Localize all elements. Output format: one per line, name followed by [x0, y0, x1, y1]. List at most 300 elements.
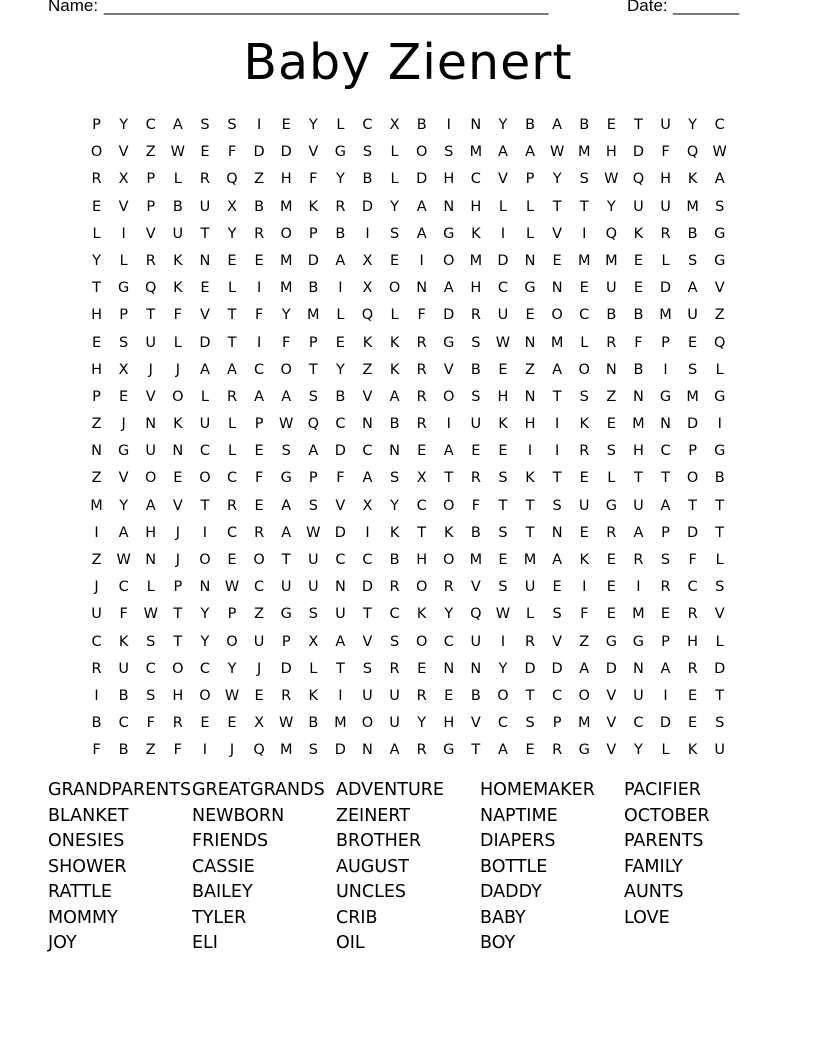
grid-letter: L: [173, 171, 182, 188]
grid-letter: A: [443, 443, 454, 460]
grid-letter: H: [660, 171, 671, 188]
grid-letter: W: [279, 416, 294, 433]
grid-letter: Y: [444, 606, 454, 623]
grid-letter: V: [714, 606, 725, 623]
grid-letter: T: [471, 742, 481, 759]
grid-letter: U: [633, 687, 644, 704]
grid-letter: Z: [91, 416, 102, 433]
grid-letter: F: [173, 742, 182, 759]
word-list-item: BLANKET: [48, 805, 129, 826]
grid-letter: Q: [307, 416, 319, 433]
grid-letter: F: [661, 144, 670, 161]
grid-letter: V: [552, 633, 563, 650]
grid-letter: S: [308, 388, 318, 405]
grid-letter: B: [470, 687, 481, 704]
grid-letter: A: [660, 660, 671, 677]
grid-letter: L: [715, 633, 724, 650]
grid-letter: R: [226, 497, 238, 514]
grid-letter: D: [334, 524, 346, 541]
grid-letter: O: [443, 497, 455, 514]
grid-letter: C: [199, 660, 210, 677]
grid-letter: G: [659, 388, 672, 405]
grid-letter: B: [118, 742, 129, 759]
word-list-item: OIL: [336, 933, 365, 953]
grid-letter: H: [524, 416, 536, 433]
grid-letter: A: [579, 660, 590, 677]
grid-letter: O: [415, 144, 428, 161]
word-list-item: JOY: [48, 933, 77, 953]
grid-letter: U: [389, 715, 400, 732]
grid-letter: U: [362, 687, 373, 704]
word-list-item: GRANDPARENTS: [48, 780, 192, 800]
grid-letter: D: [443, 307, 455, 324]
grid-letter: I: [338, 280, 343, 297]
grid-letter: C: [118, 579, 129, 596]
grid-letter: Y: [119, 117, 129, 133]
grid-letter: T: [633, 117, 643, 133]
grid-letter: M: [469, 552, 483, 568]
grid-letter: D: [714, 660, 726, 677]
grid-letter: I: [555, 443, 560, 460]
grid-letter: F: [336, 470, 345, 487]
grid-letter: E: [579, 280, 589, 297]
grid-letter: C: [633, 715, 644, 732]
grid-letter: D: [632, 144, 644, 161]
word-list-item: MOMMY: [48, 907, 118, 928]
word-list-item: ELI: [192, 933, 218, 953]
grid-letter: I: [717, 416, 722, 433]
word-list-item: AUNTS: [624, 882, 684, 902]
grid-letter: Y: [227, 225, 237, 242]
grid-letter: I: [446, 117, 451, 133]
grid-letter: E: [688, 715, 698, 732]
grid-letter: C: [118, 715, 129, 732]
grid-letter: I: [555, 416, 560, 433]
grid-letter: N: [524, 334, 536, 351]
grid-letter: L: [715, 361, 724, 378]
grid-letter: U: [145, 334, 157, 351]
grid-letter: L: [607, 470, 616, 487]
grid-letter: A: [497, 742, 508, 759]
grid-letter: O: [280, 361, 292, 378]
grid-letter: T: [281, 552, 291, 568]
grid-letter: Z: [579, 633, 590, 650]
grid-letter: R: [687, 606, 698, 623]
grid-letter: L: [92, 225, 101, 242]
grid-letter: B: [633, 361, 644, 378]
grid-letter: U: [470, 633, 482, 650]
grid-letter: A: [145, 497, 156, 514]
grid-letter: G: [605, 633, 617, 650]
grid-letter: A: [552, 361, 563, 378]
grid-letter: J: [175, 552, 180, 568]
grid-letter: M: [307, 307, 320, 324]
grid-letter: Y: [92, 252, 101, 269]
grid-letter: F: [417, 307, 426, 324]
word-list-item: BROTHER: [336, 831, 422, 851]
grid-letter: T: [715, 687, 725, 704]
grid-letter: B: [172, 198, 183, 215]
grid-letter: O: [199, 470, 211, 487]
grid-letter: C: [91, 633, 102, 650]
grid-letter: R: [416, 416, 427, 433]
grid-letter: M: [605, 252, 618, 269]
grid-letter: B: [470, 524, 481, 541]
grid-letter: R: [389, 579, 400, 596]
grid-letter: D: [280, 660, 292, 677]
grid-letter: I: [365, 225, 370, 242]
grid-letter: C: [226, 470, 238, 487]
grid-letter: T: [661, 470, 670, 487]
grid-letter: O: [388, 280, 401, 297]
grid-letter: A: [687, 280, 698, 297]
grid-letter: A: [335, 252, 346, 269]
grid-letter: D: [334, 443, 346, 460]
grid-letter: O: [172, 388, 184, 405]
grid-letter: W: [549, 144, 565, 161]
grid-letter: P: [146, 171, 156, 188]
word-list-item: DADDY: [480, 882, 542, 902]
grid-letter: C: [714, 117, 725, 133]
grid-letter: P: [308, 334, 318, 351]
grid-letter: I: [582, 225, 587, 242]
grid-letter: N: [199, 252, 211, 269]
grid-letter: H: [470, 198, 482, 215]
grid-letter: O: [145, 470, 157, 487]
grid-letter: A: [254, 388, 265, 405]
grid-letter: P: [119, 307, 129, 324]
grid-letter: I: [636, 579, 641, 596]
grid-letter: U: [199, 416, 211, 433]
grid-letter: A: [714, 171, 725, 188]
grid-letter: R: [281, 687, 292, 704]
grid-letter: R: [254, 225, 265, 242]
grid-letter: J: [175, 524, 180, 541]
grid-letter: V: [470, 715, 481, 732]
grid-letter: S: [579, 388, 589, 405]
grid-letter: T: [227, 307, 237, 324]
grid-letter: P: [525, 171, 535, 188]
grid-letter: G: [714, 252, 726, 269]
grid-letter: F: [580, 606, 589, 623]
word-list-item: CASSIE: [192, 856, 255, 877]
grid-letter: Q: [470, 606, 482, 623]
grid-letter: T: [444, 470, 454, 487]
grid-letter: T: [92, 280, 101, 297]
grid-letter: V: [335, 497, 346, 514]
grid-letter: G: [714, 443, 726, 460]
grid-letter: Y: [227, 660, 237, 677]
grid-letter: O: [686, 470, 699, 487]
grid-letter: K: [579, 552, 589, 568]
grid-letter: E: [525, 307, 535, 324]
grid-letter: S: [498, 579, 508, 596]
grid-letter: P: [146, 198, 156, 215]
grid-letter: U: [578, 497, 590, 514]
grid-letter: D: [524, 660, 536, 677]
grid-letter: L: [390, 171, 399, 188]
grid-letter: V: [362, 633, 373, 650]
grid-letter: B: [335, 388, 346, 405]
word-list-item: ADVENTURE: [336, 780, 444, 800]
grid-letter: K: [633, 225, 644, 242]
grid-letter: G: [524, 280, 536, 297]
grid-letter: J: [94, 579, 99, 596]
grid-letter: B: [633, 307, 644, 324]
grid-letter: K: [362, 334, 373, 351]
grid-letter: U: [660, 198, 671, 215]
grid-letter: A: [552, 117, 563, 133]
grid-letter: D: [497, 252, 509, 269]
grid-letter: E: [579, 524, 589, 541]
grid-letter: Y: [335, 361, 345, 378]
grid-letter: C: [362, 117, 373, 133]
grid-letter: Y: [498, 660, 508, 677]
grid-letter: T: [200, 225, 210, 242]
grid-letter: B: [91, 715, 102, 732]
grid-letter: N: [443, 198, 455, 215]
grid-letter: S: [525, 715, 535, 732]
word-list-item: DIAPERS: [480, 831, 556, 851]
grid-letter: R: [416, 388, 427, 405]
grid-letter: E: [200, 715, 210, 732]
grid-letter: O: [199, 552, 211, 568]
grid-letter: N: [389, 443, 400, 460]
grid-letter: H: [687, 633, 699, 650]
grid-letter: D: [361, 198, 374, 215]
grid-letter: I: [256, 117, 262, 133]
grid-letter: G: [632, 633, 645, 650]
grid-letter: S: [471, 334, 481, 351]
grid-letter: I: [202, 524, 208, 541]
grid-letter: E: [227, 715, 237, 732]
grid-letter: E: [254, 687, 264, 704]
grid-letter: I: [256, 280, 262, 297]
grid-letter: K: [579, 416, 589, 433]
grid-letter: T: [335, 660, 345, 677]
grid-letter: R: [416, 361, 427, 378]
grid-letter: C: [335, 552, 346, 568]
grid-letter: Q: [686, 144, 699, 161]
grid-letter: Z: [91, 470, 102, 487]
grid-letter: P: [552, 715, 562, 732]
grid-letter: V: [497, 171, 508, 188]
grid-letter: Y: [119, 497, 129, 514]
grid-letter: F: [173, 307, 182, 324]
grid-letter: K: [173, 252, 183, 269]
word-list-item: TYLER: [192, 907, 247, 928]
grid-letter: O: [361, 715, 374, 732]
grid-letter: F: [146, 715, 155, 732]
grid-letter: L: [661, 252, 670, 269]
word-list-item: BAILEY: [192, 882, 253, 902]
grid-letter: I: [94, 524, 99, 541]
grid-letter: N: [145, 552, 157, 568]
grid-letter: N: [145, 416, 157, 433]
grid-letter: U: [524, 579, 536, 596]
grid-letter: I: [500, 225, 506, 242]
grid-letter: K: [525, 470, 535, 487]
grid-letter: F: [254, 307, 264, 324]
grid-letter: A: [227, 361, 237, 378]
grid-letter: B: [525, 117, 536, 133]
grid-letter: R: [470, 307, 481, 324]
grid-letter: S: [146, 633, 156, 650]
grid-letter: E: [173, 470, 183, 487]
grid-letter: N: [443, 660, 455, 677]
grid-letter: T: [525, 497, 535, 514]
grid-letter: I: [500, 633, 506, 650]
grid-letter: P: [308, 225, 318, 242]
date-label: Date:: [627, 0, 668, 15]
grid-letter: M: [686, 198, 699, 215]
grid-letter: K: [389, 334, 400, 351]
grid-letter: F: [254, 470, 264, 487]
grid-letter: U: [280, 579, 292, 596]
grid-letter: M: [279, 198, 293, 215]
grid-letter: D: [199, 334, 211, 351]
grid-letter: Y: [633, 742, 643, 759]
word-list-item: LOVE: [624, 907, 670, 928]
grid-letter: O: [280, 225, 292, 242]
grid-letter: S: [660, 552, 671, 568]
word-list-item: AUGUST: [336, 856, 409, 877]
grid-letter: D: [307, 252, 319, 269]
grid-letter: S: [308, 742, 318, 759]
grid-letter: K: [471, 225, 481, 242]
grid-letter: A: [199, 361, 210, 378]
grid-letter: U: [470, 416, 482, 433]
grid-letter: E: [606, 606, 616, 623]
grid-letter: G: [443, 225, 455, 242]
grid-letter: L: [526, 225, 535, 242]
grid-letter: Y: [552, 171, 562, 188]
grid-letter: I: [202, 742, 208, 759]
grid-letter: T: [633, 470, 643, 487]
grid-letter: H: [443, 715, 455, 732]
grid-letter: Z: [145, 742, 156, 759]
grid-letter: O: [253, 552, 265, 568]
grid-letter: N: [605, 361, 617, 378]
grid-letter: V: [714, 280, 725, 297]
grid-letter: L: [715, 552, 724, 568]
grid-letter: L: [336, 117, 345, 133]
grid-letter: X: [308, 633, 319, 650]
grid-letter: M: [577, 715, 591, 732]
grid-letter: N: [524, 388, 536, 405]
grid-letter: I: [256, 334, 262, 351]
grid-letter: O: [551, 307, 563, 324]
grid-letter: V: [199, 307, 210, 324]
grid-letter: Q: [713, 334, 726, 351]
grid-letter: T: [715, 497, 725, 514]
grid-letter: X: [118, 361, 129, 378]
grid-letter: Z: [362, 361, 373, 378]
grid-letter: R: [443, 579, 454, 596]
grid-letter: M: [632, 416, 645, 433]
grid-letter: C: [497, 280, 509, 297]
grid-letter: C: [579, 307, 590, 324]
grid-letter: T: [552, 470, 562, 487]
grid-letter: U: [335, 606, 346, 623]
grid-letter: I: [419, 252, 424, 269]
grid-letter: B: [606, 307, 617, 324]
grid-letter: A: [308, 443, 319, 460]
grid-letter: S: [688, 361, 698, 378]
grid-letter: O: [172, 660, 184, 677]
grid-letter: C: [145, 117, 156, 133]
grid-letter: R: [254, 524, 265, 541]
grid-letter: O: [415, 633, 428, 650]
grid-letter: S: [308, 497, 318, 514]
grid-letter: J: [175, 361, 180, 378]
grid-letter: R: [606, 524, 617, 541]
grid-letter: L: [336, 307, 345, 324]
grid-letter: E: [633, 280, 643, 297]
word-list-item: CRIB: [336, 907, 378, 928]
grid-letter: E: [606, 552, 616, 568]
grid-letter: B: [389, 552, 400, 568]
grid-letter: E: [688, 687, 698, 704]
grid-letter: R: [416, 742, 427, 759]
grid-letter: G: [334, 144, 347, 161]
grid-letter: A: [389, 742, 400, 759]
grid-letter: L: [526, 198, 535, 215]
grid-letter: B: [470, 361, 481, 378]
grid-letter: W: [143, 606, 158, 623]
grid-letter: N: [524, 252, 536, 269]
grid-letter: A: [172, 117, 183, 133]
grid-letter: K: [498, 416, 508, 433]
grid-letter: A: [497, 144, 508, 161]
grid-letter: R: [660, 579, 671, 596]
grid-letter: I: [365, 524, 370, 541]
word-list: [48, 778, 768, 957]
grid-letter: M: [279, 252, 293, 269]
grid-letter: M: [686, 388, 699, 405]
grid-letter: E: [91, 198, 102, 215]
grid-letter: N: [172, 443, 184, 460]
grid-letter: E: [498, 443, 508, 460]
grid-letter: E: [335, 334, 345, 351]
grid-letter: A: [552, 552, 563, 568]
grid-letter: E: [498, 552, 508, 568]
grid-letter: U: [172, 225, 184, 242]
grid-letter: U: [497, 307, 509, 324]
grid-letter: V: [362, 388, 373, 405]
grid-letter: C: [660, 443, 671, 460]
grid-letter: G: [443, 334, 455, 351]
grid-letter: Z: [714, 307, 725, 324]
grid-letter: S: [362, 144, 373, 161]
grid-letter: D: [605, 660, 617, 677]
grid-letter: E: [444, 687, 454, 704]
grid-letter: U: [660, 117, 671, 133]
grid-letter: R: [416, 687, 427, 704]
grid-letter: G: [118, 443, 130, 460]
grid-letter: V: [145, 388, 156, 405]
grid-letter: T: [525, 687, 535, 704]
grid-letter: T: [173, 606, 183, 623]
grid-letter: W: [224, 579, 240, 596]
grid-letter: N: [362, 742, 373, 759]
name-label: Name:: [48, 0, 99, 15]
grid-letter: Q: [361, 307, 374, 324]
grid-letter: T: [525, 524, 535, 541]
grid-letter: H: [91, 361, 102, 378]
grid-letter: G: [714, 388, 726, 405]
grid-letter: G: [605, 497, 617, 514]
